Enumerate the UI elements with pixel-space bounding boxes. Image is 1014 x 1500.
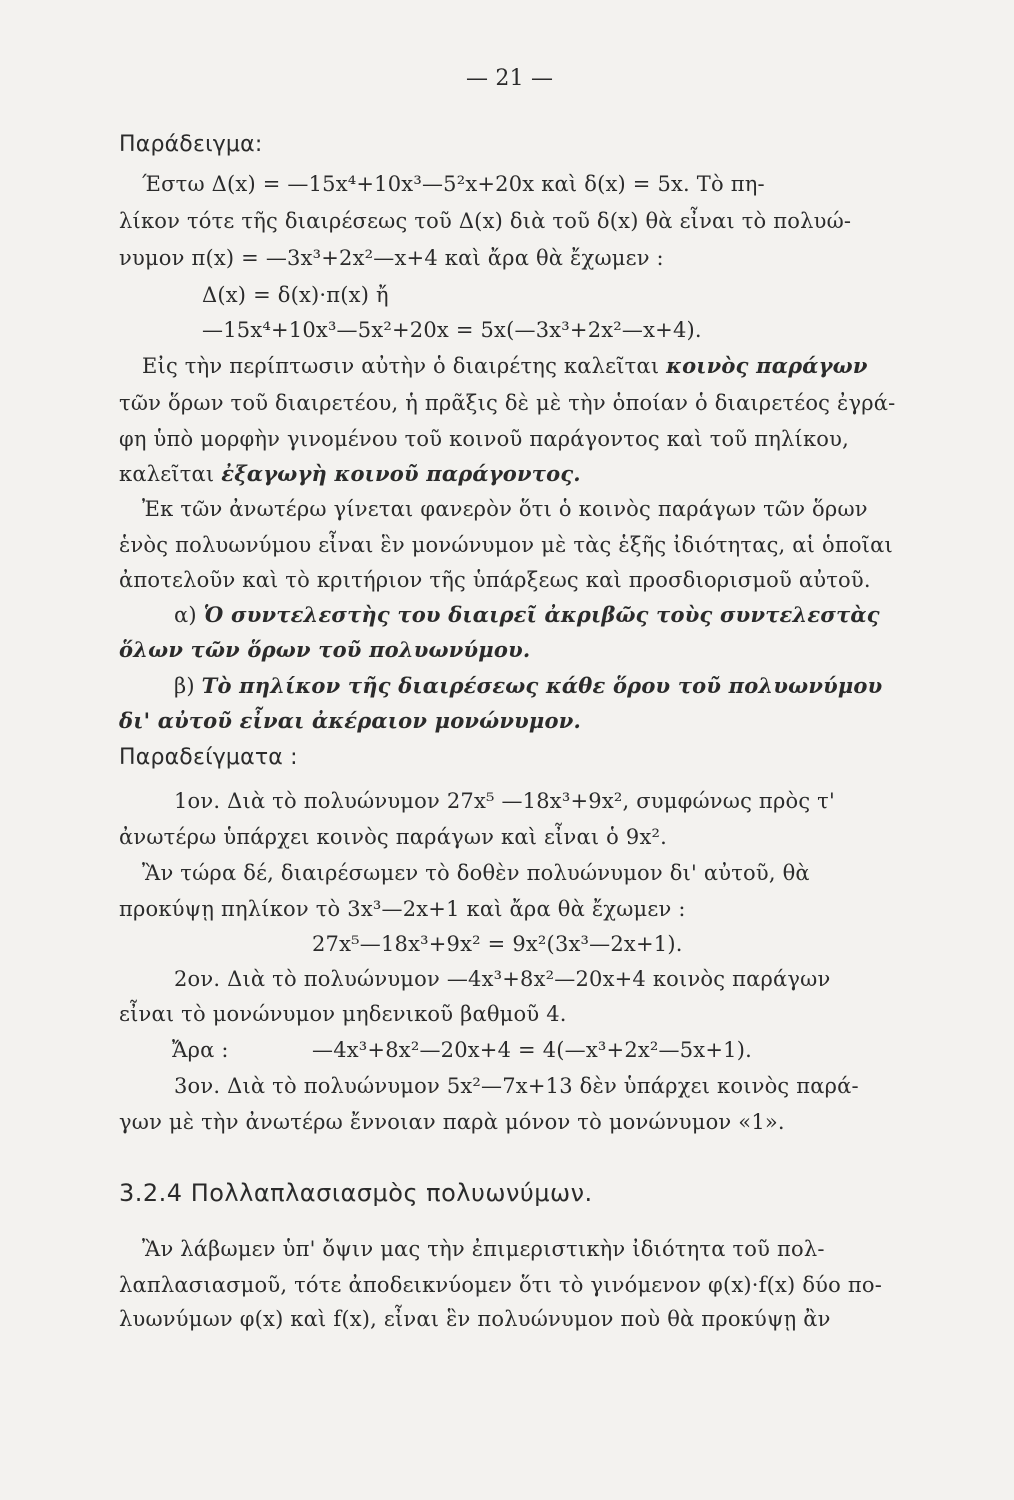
definition-line-1 [142, 353, 868, 379]
definition-line-3: φη ὑπὸ μορφὴν γινομένου τοῦ κοινοῦ παράγοντος καὶ τοῦ πηλίκου, [119, 427, 849, 451]
example-equation-2: —15x⁴+10x³—5x²+20x = 5x(—3x³+2x²—x+4). [202, 318, 702, 342]
definition-line-4 [119, 461, 581, 487]
page-number: — 21 — [466, 66, 554, 91]
definition-line-1-text: Εἰς τὴν περίπτωσιν αὐτὴν ὁ διαιρέτης καλεῖται [142, 354, 667, 378]
property-b-text: Τὸ πηλίκον τῆς διαιρέσεως κάθε ὅρου τοῦ πολυωνύμου [201, 673, 883, 698]
property-b-label: β) [174, 674, 195, 698]
conclusion-line-2: ἑνὸς πολυωνύμου εἶναι ἓν μονώνυμον μὲ τὰς ἑξῆς ἰδιότητας, αἱ ὁποῖαι [119, 533, 893, 557]
section-text-line-3: λυωνύμων φ(x) καὶ f(x), εἶναι ἓν πολυώνυμον ποὺ θὰ προκύψῃ ἂν [119, 1307, 831, 1331]
property-b-line-1 [174, 673, 882, 699]
example-3-line-1: 3ον. Διὰ τὸ πολυώνυμον 5x²—7x+13 δὲν ὑπάρχει κοινὸς παρά- [174, 1074, 859, 1098]
example-1-line-3: Ἂν τώρα δέ, διαιρέσωμεν τὸ δοθὲν πολυώνυμον δι' αὐτοῦ, θὰ [142, 861, 810, 885]
conclusion-line-1: Ἐκ τῶν ἀνωτέρω γίνεται φανερὸν ὅτι ὁ κοινὸς παράγων τῶν ὅρων [142, 497, 868, 521]
example-2-line-2: εἶναι τὸ μονώνυμον μηδενικοῦ βαθμοῦ 4. [119, 1002, 567, 1026]
section-text-line-2: λαπλασιασμοῦ, τότε ἀποδεικνύομεν ὅτι τὸ γινόμενον φ(x)·f(x) δύο πο- [119, 1273, 882, 1297]
property-a-line-2: ὅλων τῶν ὅρων τοῦ πολυωνύμου. [119, 637, 531, 662]
example-line-1: Έστω Δ(x) = —15x⁴+10x³—5²x+20x καὶ δ(x) = 5x. Τὸ πη- [142, 172, 765, 196]
term-common-factor: κοινὸς παράγων [666, 353, 868, 378]
example-1-line-4: προκύψῃ πηλίκον τὸ 3x³—2x+1 καὶ ἄρα θὰ ἔχωμεν : [119, 897, 686, 921]
property-b-line-2: δι' αὐτοῦ εἶναι ἀκέραιον μονώνυμον. [119, 708, 581, 733]
property-a-text: Ὁ συντελεστὴς του διαιρεῖ ἀκριβῶς τοὺς συντελεστὰς [203, 602, 880, 627]
example-2-line-1: 2ον. Διὰ τὸ πολυώνυμον —4x³+8x²—20x+4 κοινὸς παράγων [174, 967, 831, 991]
example-1-equation: 27x⁵—18x³+9x² = 9x²(3x³—2x+1). [312, 932, 683, 956]
definition-line-4-text: καλεῖται [119, 462, 222, 486]
property-a-line-1 [174, 602, 880, 628]
example-heading: Παράδειγμα: [119, 132, 263, 157]
example-3-line-2: γων μὲ τὴν ἀνωτέρω ἔννοιαν παρὰ μόνον τὸ μονώνυμον «1». [119, 1110, 785, 1134]
definition-line-2: τῶν ὅρων τοῦ διαιρετέου, ἡ πρᾶξις δὲ μὲ τὴν ὁποίαν ὁ διαιρετέος ἐγρά- [119, 391, 896, 415]
conclusion-line-3: ἀποτελοῦν καὶ τὸ κριτήριον τῆς ὑπάρξεως καὶ προσδιορισμοῦ αὐτοῦ. [119, 568, 871, 592]
example-2-equation: —4x³+8x²—20x+4 = 4(—x³+2x²—5x+1). [312, 1038, 752, 1062]
example-1-line-2: ἀνωτέρω ὑπάρχει κοινὸς παράγων καὶ εἶναι ὁ 9x². [119, 825, 667, 849]
example-1-line-1: 1ον. Διὰ τὸ πολυώνυμον 27x⁵ —18x³+9x², συμφώνως πρὸς τ' [174, 789, 835, 813]
example-2-equation-label: Ἄρα : [172, 1038, 229, 1062]
examples-heading: Παραδείγματα : [119, 745, 298, 770]
example-line-2: λίκον τότε τῆς διαιρέσεως τοῦ Δ(x) διὰ τοῦ δ(x) θὰ εἶναι τὸ πολυώ- [119, 209, 852, 233]
property-a-label: α) [174, 603, 197, 627]
example-equation-1: Δ(x) = δ(x)·π(x) ἤ [202, 283, 389, 307]
section-text-line-1: Ἂν λάβωμεν ὑπ' ὄψιν μας τὴν ἐπιμεριστικὴν ἰδιότητα τοῦ πολ- [142, 1237, 825, 1261]
section-title: 3.2.4 Πολλαπλασιασμὸς πολυωνύμων. [119, 1179, 593, 1207]
example-line-3: νυμον π(x) = —3x³+2x²—x+4 καὶ ἄρα θὰ ἔχωμεν : [119, 246, 664, 270]
term-factoring: ἐξαγωγὴ κοινοῦ παράγοντος. [221, 461, 581, 486]
